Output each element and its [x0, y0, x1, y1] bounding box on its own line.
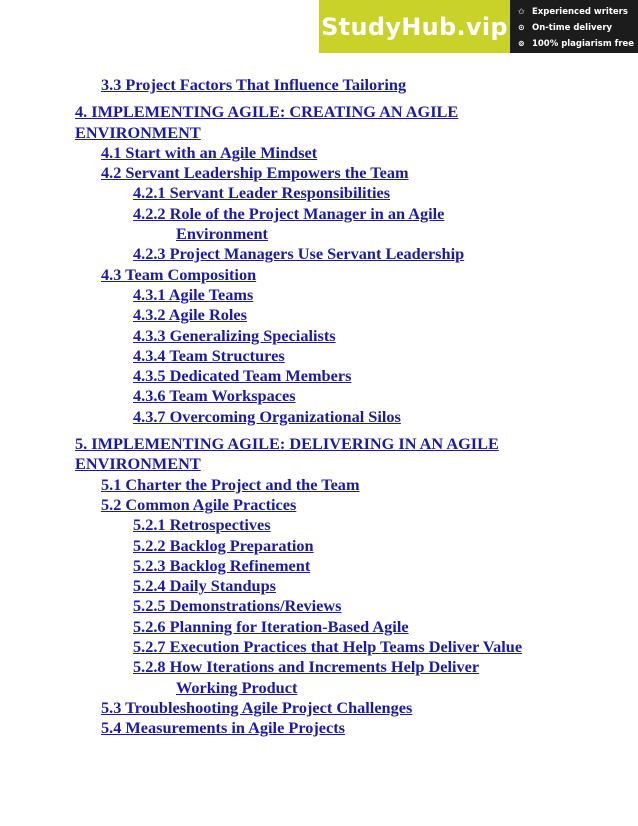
toc-entry-5-2-2[interactable]: 5.2.2 Backlog Preparation — [133, 535, 314, 555]
ad-feature-text: On-time delivery — [531, 23, 613, 33]
ad-feature-text: Experienced writers — [531, 7, 628, 17]
toc-entry-4-2-2-continued[interactable]: Environment — [176, 224, 268, 244]
ad-feature-delivery — [518, 20, 638, 36]
toc-section-5[interactable]: 5. IMPLEMENTING AGILE: DELIVERING IN AN AGILE ENVIRONMENT — [75, 434, 499, 474]
toc-entry-5-1[interactable]: 5.1 Charter the Project and the Team — [101, 474, 360, 494]
toc-entry-5-2-8[interactable]: 5.2.8 How Iterations and Increments Help Deliver — [133, 657, 480, 677]
toc-entry-5-2-8-continued[interactable]: Working Product — [176, 677, 298, 697]
toc-section-4[interactable]: 4. IMPLEMENTING AGILE: CREATING AN AGILE ENVIRONMENT — [75, 102, 459, 142]
toc-entry-4-3-1[interactable]: 4.3.1 Agile Teams — [133, 284, 254, 304]
toc-entry-5-2-6[interactable]: 5.2.6 Planning for Iteration-Based Agile — [133, 616, 409, 636]
ad-feature-text: 100% plagiarism free — [531, 39, 635, 49]
toc-entry-5-3[interactable]: 5.3 Troubleshooting Agile Project Challenges — [101, 697, 413, 717]
ad-feature-writers — [518, 4, 638, 20]
toc-entry-5-2-5[interactable]: 5.2.5 Demonstrations/Reviews — [133, 596, 342, 616]
toc-entry-4-1[interactable]: 4.1 Start with an Agile Mindset — [101, 142, 318, 162]
clock-icon: ⊙ — [518, 23, 525, 32]
toc-entry-5-2-7[interactable]: 5.2.7 Execution Practices that Help Teams Deliver Value — [133, 637, 523, 657]
toc-entry-4-3-6[interactable]: 4.3.6 Team Workspaces — [133, 386, 296, 406]
toc-entry-4-3-2[interactable]: 4.3.2 Agile Roles — [133, 305, 247, 325]
toc-entry-4-2-1[interactable]: 4.2.1 Servant Leader Responsibilities — [133, 183, 391, 203]
toc-entry-4-3-4[interactable]: 4.3.4 Team Structures — [133, 345, 285, 365]
toc-entry-4-2-2[interactable]: 4.2.2 Role of the Project Manager in an Agile — [133, 203, 445, 223]
table-of-contents — [75, 75, 563, 739]
toc-entry-5-2-1[interactable]: 5.2.1 Retrospectives — [133, 515, 271, 535]
toc-entry-5-2-4[interactable]: 5.2.4 Daily Standups — [133, 576, 276, 596]
toc-entry-4-2[interactable]: 4.2 Servant Leadership Empowers the Team — [101, 163, 409, 183]
toc-entry-5-4[interactable]: 5.4 Measurements in Agile Projects — [101, 718, 346, 738]
star-icon: ✩ — [518, 7, 525, 16]
toc-entry-4-3[interactable]: 4.3 Team Composition — [101, 264, 257, 284]
shield-icon: ⊚ — [518, 39, 525, 48]
toc-entry-5-2-3[interactable]: 5.2.3 Backlog Refinement — [133, 555, 311, 575]
toc-entry-3-3[interactable]: 3.3 Project Factors That Influence Tailoring — [101, 75, 407, 94]
toc-entry-4-2-3[interactable]: 4.2.3 Project Managers Use Servant Leadership — [133, 244, 465, 264]
toc-entry-4-3-7[interactable]: 4.3.7 Overcoming Organizational Silos — [133, 406, 401, 426]
ad-banner[interactable] — [319, 0, 638, 53]
ad-features — [510, 0, 638, 53]
studyhub-logo[interactable]: StudyHub.vip — [319, 0, 510, 53]
toc-entry-4-3-3[interactable]: 4.3.3 Generalizing Specialists — [133, 325, 336, 345]
toc-entry-5-2[interactable]: 5.2 Common Agile Practices — [101, 494, 297, 514]
ad-feature-plagiarism — [518, 36, 638, 52]
toc-entry-4-3-5[interactable]: 4.3.5 Dedicated Team Members — [133, 366, 352, 386]
